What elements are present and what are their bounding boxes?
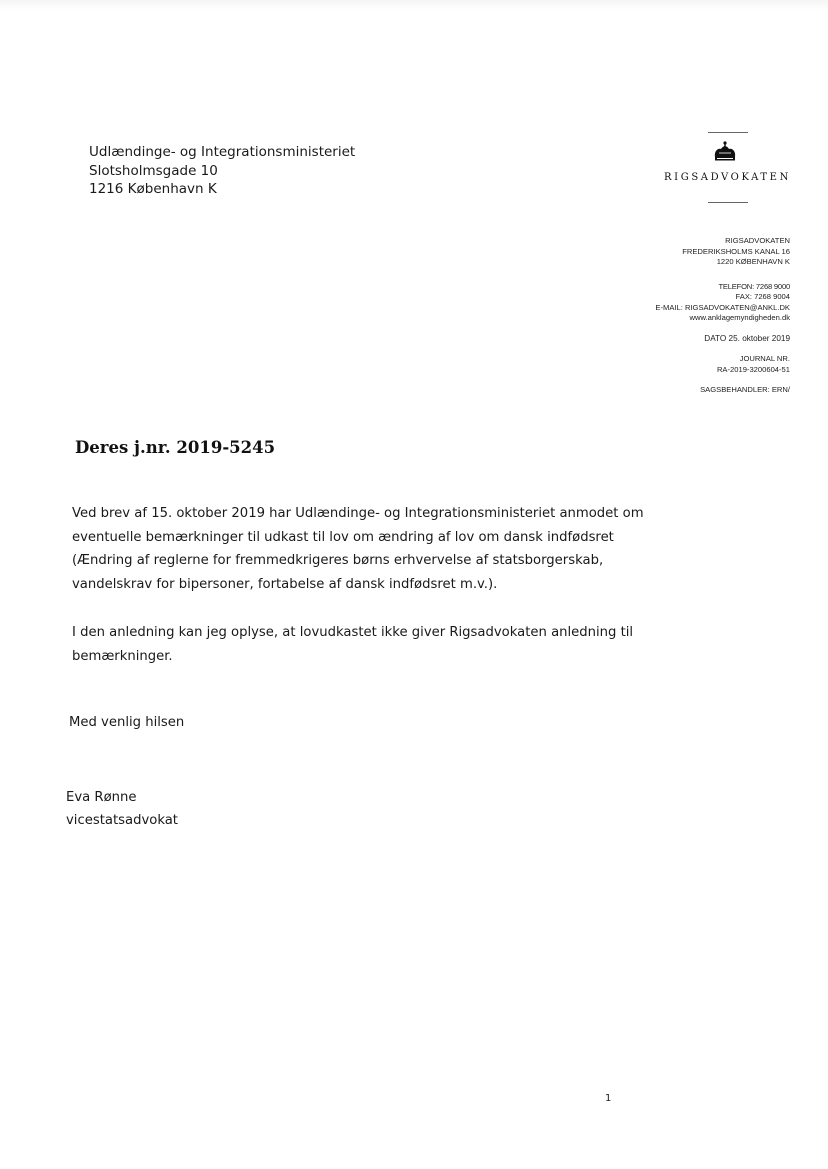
- sender-info: [570, 236, 790, 396]
- paragraph-line: I den anledning kan jeg oplyse, at lovudkastet ikke giver Rigsadvokaten anledning til: [72, 625, 634, 640]
- journal-number: RA-2019-3200604-51: [716, 364, 790, 374]
- sender-email: E-MAIL: RIGSADVOKATEN@ANKL.DK: [655, 302, 790, 312]
- scan-edge: [0, 0, 828, 10]
- logo-bottom-rule: [708, 202, 748, 203]
- reference-heading: Deres j.nr. 2019-5245: [75, 438, 276, 457]
- sender-telephone: TELEFON: 7268 9000: [718, 281, 790, 291]
- crown-icon: [710, 141, 740, 163]
- letter-date: DATO 25. oktober 2019: [704, 333, 790, 343]
- recipient-city: 1216 København K: [89, 181, 217, 197]
- sender-city: 1220 KØBENHAVN K: [716, 257, 790, 266]
- logo-wordmark: RIGSADVOKATEN: [664, 172, 791, 183]
- signature-block: [66, 786, 178, 832]
- body-paragraph-1: [72, 502, 644, 596]
- journal-label: JOURNAL NR.: [739, 354, 790, 363]
- recipient-street: Slotsholmsgade 10: [89, 162, 218, 179]
- page-number: 1: [605, 1093, 612, 1104]
- recipient-name: Udlændinge- og Integrationsministeriet: [89, 144, 356, 160]
- paragraph-line: (Ændring af reglerne for fremmedkrigeres børns erhvervelse af statsborgerskab,: [72, 553, 604, 568]
- sender-street: FREDERIKSHOLMS KANAL 16: [682, 246, 790, 256]
- sender-fax: FAX: 7268 9004: [735, 292, 790, 301]
- sender-web: www.anklagemyndigheden.dk: [689, 313, 790, 322]
- paragraph-line: vandelskrav for bipersoner, fortabelse af dansk indfødsret m.v.).: [72, 576, 498, 592]
- case-handler: SAGSBEHANDLER: ERN/: [700, 385, 790, 394]
- sender-name: RIGSADVOKATEN: [725, 236, 790, 245]
- paragraph-line: Ved brev af 15. oktober 2019 har Udlændinge- og Integrationsministeriet anmodet om: [72, 506, 644, 521]
- closing-salutation: Med venlig hilsen: [69, 715, 185, 730]
- logo-top-rule: [708, 132, 748, 133]
- rigsadvokaten-logo: [640, 128, 815, 210]
- signer-name: Eva Rønne: [66, 790, 137, 805]
- signer-title: vicestatsadvokat: [66, 813, 178, 828]
- recipient-address: [89, 143, 389, 199]
- paragraph-line: eventuelle bemærkninger til udkast til lov om ændring af lov om dansk indfødsret: [72, 529, 614, 545]
- body-paragraph-2: [72, 621, 634, 668]
- paragraph-line: bemærkninger.: [72, 648, 173, 664]
